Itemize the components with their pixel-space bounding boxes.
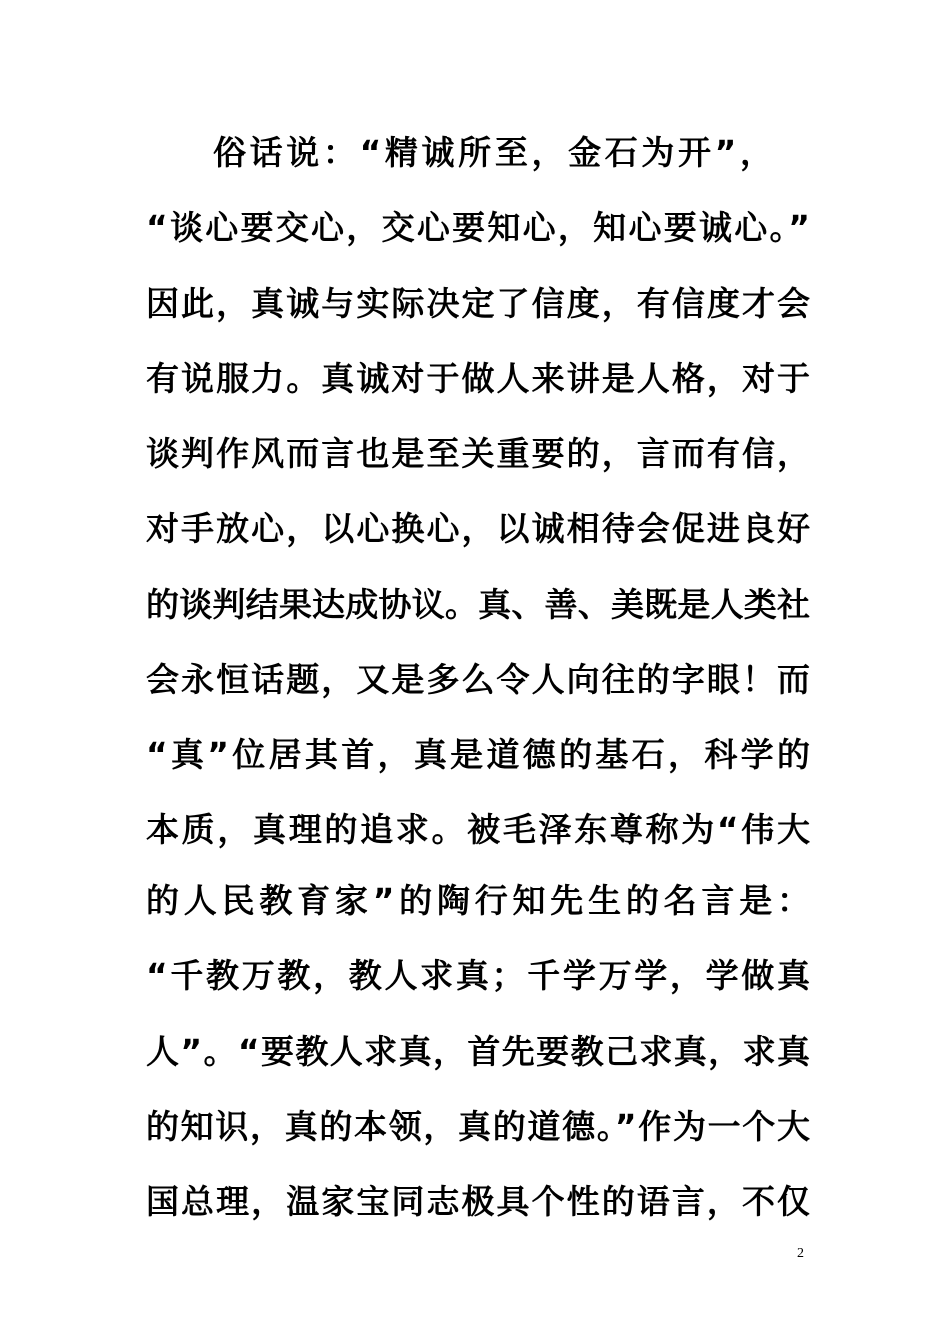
page-number: 2 (797, 1246, 804, 1261)
text-line: 谈判作风而言也是至关重要的，言而有信， (146, 434, 810, 473)
text-line: 因此，真诚与实际决定了信度，有信度才会 (146, 284, 810, 323)
text-line: 的知识，真的本领，真的道德。”作为一个大 (146, 1107, 810, 1146)
text-line: “真”位居其首，真是道德的基石，科学的 (146, 735, 810, 774)
text-line: 对手放心，以心换心，以诚相待会促进良好 (146, 509, 810, 548)
text-line: 俗话说：“精诚所至，金石为开”， (213, 133, 773, 172)
text-line: 会永恒话题，又是多么令人向往的字眼！而 (146, 660, 810, 699)
text-line: 本质，真理的追求。被毛泽东尊称为“伟大 (146, 810, 810, 849)
text-line: 的人民教育家”的陶行知先生的名言是： (146, 881, 810, 920)
text-line: 的谈判结果达成协议。真、善、美既是人类社 (146, 585, 810, 624)
text-line: “千教万教，教人求真；千学万学，学做真 (146, 956, 810, 995)
text-line: 国总理，温家宝同志极具个性的语言，不仅 (146, 1182, 810, 1221)
text-line: 有说服力。真诚对于做人来讲是人格，对于 (146, 359, 810, 398)
text-line: “谈心要交心，交心要知心，知心要诚心。” (146, 208, 810, 247)
text-line: 人”。“要教人求真，首先要教己求真，求真 (146, 1032, 810, 1071)
